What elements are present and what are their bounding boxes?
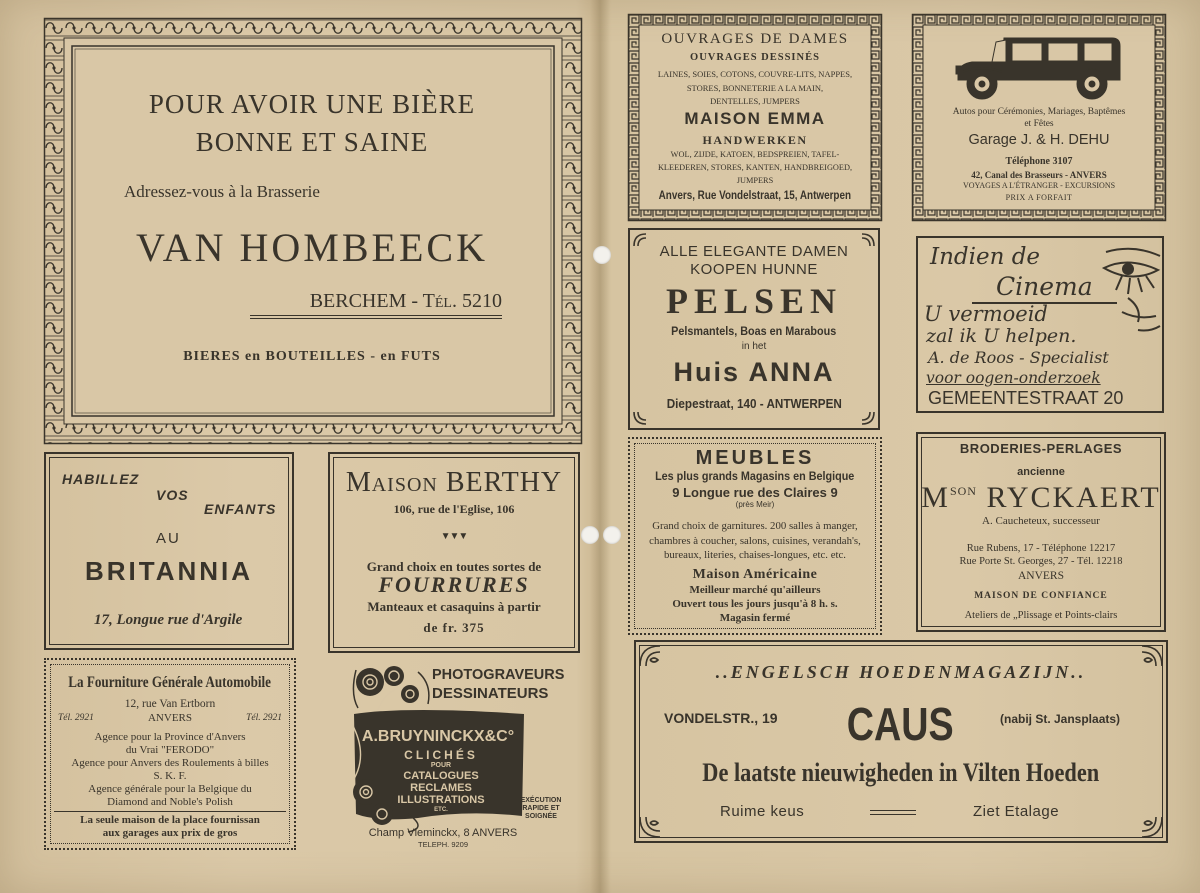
underline bbox=[250, 318, 502, 319]
caus-name-text: CAUS bbox=[846, 698, 954, 750]
caus-right: Ziet Etalage bbox=[973, 803, 1060, 820]
caus-name bbox=[798, 698, 1002, 750]
ryckaert-title bbox=[916, 483, 1166, 513]
bruyninckx-l6: ETC. bbox=[434, 807, 448, 813]
brewery-address: BERCHEM - Tél. 5210 bbox=[309, 290, 502, 312]
berthy-product: FOURRURES bbox=[378, 572, 530, 597]
fourniture-footer1: La seule maison de la place fournissan bbox=[80, 814, 260, 826]
ryckaert-name: RYCKAERT bbox=[986, 481, 1161, 514]
cinema-l1: Indien de bbox=[930, 244, 1041, 270]
cinema-l5: A. de Roos - Specialist bbox=[928, 348, 1109, 367]
meubles-name: MEUBLES bbox=[695, 447, 815, 469]
caus-street: VONDELSTR., 19 bbox=[664, 710, 778, 726]
bruyninckx-l2: POUR bbox=[430, 762, 452, 769]
ryckaert-l2: ancienne bbox=[1017, 466, 1065, 478]
bruyninckx-l4: RECLAMES bbox=[410, 782, 472, 794]
fourniture-line: Agence générale pour la Belgique du bbox=[88, 783, 252, 795]
punch-hole bbox=[603, 526, 621, 544]
cinema-l7: GEMEENTESTRAAT 20 bbox=[928, 388, 1124, 408]
pelsen-address-text: Diepestraat, 140 - ANTWERPEN bbox=[666, 396, 842, 411]
pelsen-l4: in het bbox=[741, 341, 767, 352]
pelsen-l3-text: Pelsmantels, Boas en Marabous bbox=[671, 324, 837, 338]
meubles-l8: Ouvert tous les jours jusqu'à 8 h. s. bbox=[672, 598, 838, 610]
berthy-name: Maison BERTHY bbox=[345, 467, 563, 498]
pelsen-l1: ALLE ELEGANTE DAMEN bbox=[659, 243, 849, 260]
pelsen-l2: KOOPEN HUNNE bbox=[690, 261, 818, 278]
caus-near: (nabij St. Jansplaats) bbox=[1000, 712, 1121, 726]
headline-line2: BONNE ET SAINE bbox=[195, 127, 429, 157]
bruyninckx-name: A.BRUYNINCKX&C° bbox=[361, 728, 515, 745]
fourniture-tel-left: Tél. 2921 bbox=[58, 713, 94, 723]
bruyninckx-tel: TELEPH. 9209 bbox=[417, 840, 469, 849]
meubles-l1 bbox=[628, 470, 882, 482]
emma-name: MAISON EMMA bbox=[684, 109, 826, 128]
eye-icon bbox=[1098, 246, 1162, 336]
bruyninckx-l3: CATALOGUES bbox=[403, 770, 479, 782]
fourniture-line: Agence pour Anvers des Roulements à billes bbox=[71, 757, 269, 769]
cinema-l2: Cinema bbox=[996, 272, 1093, 301]
pelsen-shop: Huis ANNA bbox=[673, 357, 835, 387]
britannia-address: 17, Longue rue d'Argile bbox=[94, 612, 243, 628]
bruyninckx-l5: ILLUSTRATIONS bbox=[397, 794, 485, 806]
fourniture-tel-right: Tél. 2921 bbox=[246, 713, 282, 723]
meubles-l4: Grand choix de garnitures. 200 salles à manger, bbox=[652, 520, 858, 532]
britannia-word2: VOS bbox=[156, 487, 189, 503]
emma-address-text: Anvers, Rue Vondelstraat, 15, Antwerpen bbox=[658, 190, 852, 202]
berthy-price: de fr. 375 bbox=[423, 620, 485, 635]
emma-l8: KLEEDEREN, STORES, KANTEN, HANDBREIGOED, bbox=[657, 163, 853, 172]
triangle-mark-icon: ▼▼▼ bbox=[440, 531, 468, 542]
britannia-name: BRITANNIA bbox=[84, 556, 254, 586]
caus-left: Ruime keus bbox=[720, 803, 805, 820]
britannia-word1: HABILLEZ bbox=[62, 471, 140, 487]
caus-head: ..ENGELSCH HOEDENMAGAZIJN.. bbox=[715, 662, 1087, 682]
fourniture-line: Diamond and Noble's Polish bbox=[107, 796, 233, 808]
dehu-l3: VOYAGES A L'ÉTRANGER - EXCURSIONS bbox=[962, 181, 1116, 190]
meubles-l2: 9 Longue rue des Claires 9 bbox=[672, 485, 838, 500]
dehu-l2: et Fêtes bbox=[1024, 119, 1054, 129]
emma-l6: HANDWERKEN bbox=[702, 133, 808, 147]
underline bbox=[250, 315, 502, 316]
meubles-shop: Maison Américaine bbox=[692, 567, 818, 582]
meubles-l5: chambres à coucher, salons, cuisines, verandah's, bbox=[649, 535, 861, 547]
cinema-l3: U vermoeid bbox=[924, 302, 1048, 326]
berthy-address: 106, rue de l'Eglise, 106 bbox=[393, 502, 515, 516]
emma-l7: WOL, ZIJDE, KATOEN, BEDSPREIEN, TAFEL- bbox=[670, 150, 840, 159]
ryckaert-l5: Rue Porte St. Georges, 27 - Tél. 12218 bbox=[959, 556, 1123, 567]
fourniture-line: Agence pour la Province d'Anvers bbox=[94, 731, 246, 743]
caus-slogan-text: De laatste nieuwigheden in Vilten Hoeden bbox=[702, 758, 1100, 787]
bruyninckx-side1: EXÉCUTION bbox=[520, 797, 562, 804]
meubles-l7: Meilleur marché qu'ailleurs bbox=[689, 584, 821, 596]
caus-slogan bbox=[634, 760, 1168, 786]
ryckaert-l4: Rue Rubens, 17 - Téléphone 12217 bbox=[966, 543, 1116, 554]
emma-l3: LAINES, SOIES, COTONS, COUVRE-LITS, NAPPES, bbox=[657, 69, 853, 79]
headline-line1: POUR AVOIR UNE BIÈRE bbox=[148, 89, 476, 119]
fourniture-line: S. K. F. bbox=[153, 770, 187, 782]
pelsen-address bbox=[628, 397, 880, 410]
emma-l1: OUVRAGES DE DAMES bbox=[661, 31, 849, 47]
pelsen-name: PELSEN bbox=[665, 281, 843, 321]
meubles-l6: bureaux, literies, chaises-longues, etc. etc. bbox=[664, 549, 846, 561]
ryckaert-l3: A. Caucheteux, successeur bbox=[982, 515, 1100, 527]
meubles-l1-text: Les plus grands Magasins en Belgique bbox=[655, 469, 855, 483]
bruyninckx-head2: DESSINATEURS bbox=[432, 685, 549, 702]
dehu-l4: PRIX A FORFAIT bbox=[1005, 193, 1073, 202]
britannia-word4: AU bbox=[156, 530, 181, 547]
punch-hole bbox=[581, 526, 599, 544]
berthy-line1: Grand choix en toutes sortes de bbox=[366, 559, 542, 574]
emma-l2: OUVRAGES DESSINÉS bbox=[690, 52, 820, 63]
bruyninckx-head1: PHOTOGRAVEURS bbox=[432, 667, 565, 683]
emma-address bbox=[628, 191, 882, 203]
cinema-l6: voor oogen-onderzoek bbox=[926, 369, 1101, 387]
emma-l5: DENTELLES, JUMPERS bbox=[710, 96, 800, 106]
center-fold bbox=[590, 0, 610, 893]
ryckaert-city: ANVERS bbox=[1017, 570, 1064, 582]
punch-hole bbox=[593, 246, 611, 264]
divider bbox=[870, 814, 916, 815]
dehu-tel: Téléphone 3107 bbox=[1005, 156, 1073, 167]
fourniture-street: 12, rue Van Ertborn bbox=[124, 698, 216, 710]
cinema-l4: zal ik U helpen. bbox=[926, 325, 1077, 347]
bruyninckx-address: Champ Vleminckx, 8 ANVERS bbox=[368, 827, 518, 839]
bruyninckx-l1: CLICHÉS bbox=[404, 748, 478, 762]
ryckaert-l6: MAISON DE CONFIANCE bbox=[974, 591, 1108, 601]
bruyninckx-side2: RAPIDE ET bbox=[522, 805, 560, 812]
emma-l9: JUMPERS bbox=[736, 176, 774, 185]
fourniture-title-text: La Fourniture Générale Automobile bbox=[68, 674, 272, 691]
ryckaert-son: SON bbox=[949, 484, 977, 498]
fourniture-line: du Vrai "FERODO" bbox=[125, 744, 215, 756]
ryckaert-l1: BRODERIES-PERLAGES bbox=[959, 441, 1123, 456]
brewery-name: VAN HOMBEECK bbox=[136, 225, 488, 270]
dehu-name: Garage J. & H. DEHU bbox=[968, 132, 1110, 148]
fourniture-city: ANVERS bbox=[147, 712, 192, 724]
berthy-line2: Manteaux et casaquins à partir bbox=[367, 599, 541, 614]
intro-text: Adressez-vous à la Brasserie bbox=[124, 182, 320, 201]
fourniture-title bbox=[44, 675, 296, 691]
ryckaert-m: M bbox=[921, 481, 950, 514]
ryckaert-l7: Ateliers de „Plissage et Points-clairs bbox=[964, 610, 1118, 621]
fourniture-footer2: aux garages aux prix de gros bbox=[102, 827, 238, 839]
car-icon bbox=[952, 28, 1128, 102]
divider bbox=[870, 810, 916, 811]
meubles-l3: (près Meir) bbox=[735, 500, 775, 509]
brasserie-footer: BIERES en BOUTEILLES - en FUTS bbox=[183, 349, 441, 364]
bruyninckx-side3: SOIGNÉE bbox=[525, 813, 557, 820]
meubles-l9: Magasin fermé bbox=[719, 612, 791, 624]
dehu-l1: Autos pour Cérémonies, Mariages, Baptêmes bbox=[952, 107, 1126, 117]
dehu-address: 42, Canal des Brasseurs - ANVERS bbox=[971, 170, 1107, 180]
emma-l4: STORES, BONNETERIE A LA MAIN, bbox=[686, 83, 824, 93]
ad-ryckaert bbox=[916, 432, 1166, 632]
divider bbox=[54, 811, 286, 812]
pelsen-l3 bbox=[628, 325, 880, 337]
britannia-word3: ENFANTS bbox=[204, 501, 277, 517]
